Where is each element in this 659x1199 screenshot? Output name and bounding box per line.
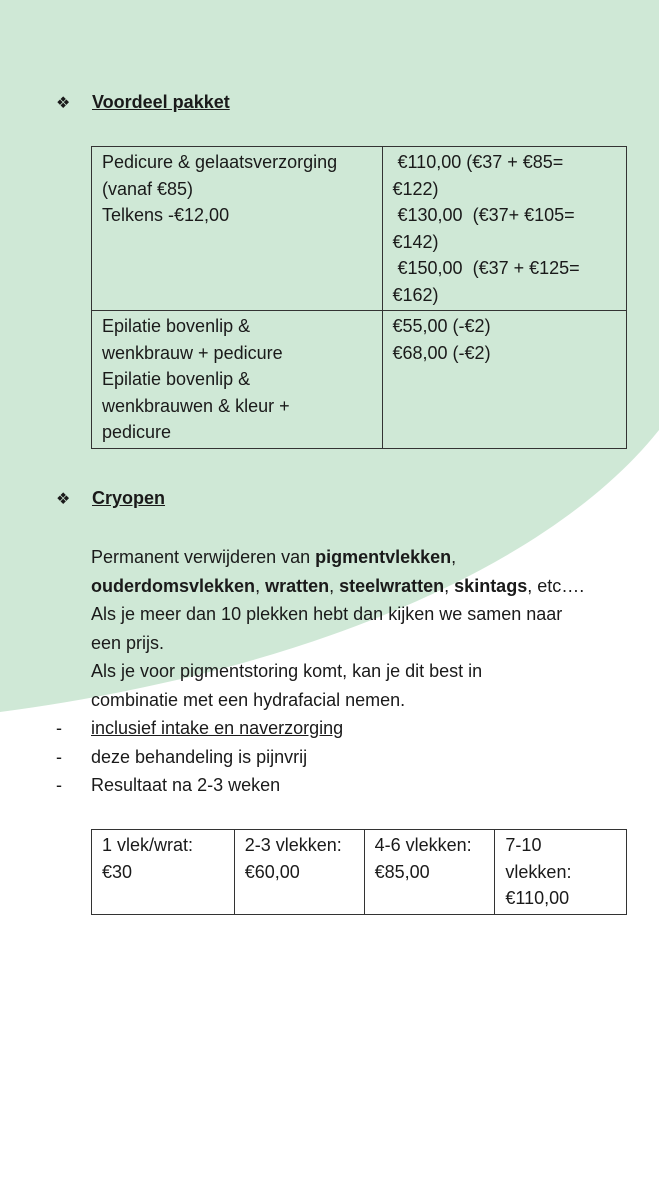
table-cell: €110,00 (€37 + €85= €122) €130,00 (€37+ €105= €142) €150,00 (€37 + €125= €162) bbox=[382, 147, 627, 311]
diamond-bullet-icon: ❖ bbox=[56, 95, 71, 112]
cryopen-price-table bbox=[91, 829, 627, 915]
table-cell: €55,00 (-€2) €68,00 (-€2) bbox=[382, 311, 627, 449]
list-item: - inclusief intake en naverzorging bbox=[56, 718, 344, 738]
list-item: - deze behandeling is pijnvrij bbox=[56, 746, 308, 767]
cryopen-description: Permanent verwijderen van pigmentvlekken, ouderdomsvlekken, wratten, steelwratten, skintags, etc…. Als je meer dan 10 plekken hebt dan kijken we samen naar een prijs. Als je voor pigmentstoring komt, kan je dit best in combinatie met een hydrafacial nemen. bbox=[91, 547, 585, 710]
table-cell: 2-3 vlekken: €60,00 bbox=[234, 830, 364, 915]
section-heading-cryopen bbox=[56, 486, 165, 512]
table-row bbox=[92, 830, 627, 915]
table-cell: Epilatie bovenlip & wenkbrauw + pedicure Epilatie bovenlip & wenkbrauwen & kleur + pedicure bbox=[92, 311, 383, 449]
table-cell: 4-6 vlekken: €85,00 bbox=[364, 830, 495, 915]
table-cell: 1 vlek/wrat: €30 bbox=[92, 830, 235, 915]
section-title: Cryopen bbox=[92, 488, 166, 508]
list-item: - Resultaat na 2-3 weken bbox=[56, 775, 281, 795]
table-row bbox=[92, 311, 627, 449]
table-row bbox=[92, 147, 627, 311]
cryopen-features-list bbox=[56, 714, 343, 800]
diamond-bullet-icon: ❖ bbox=[56, 491, 71, 508]
voordeel-pakket-table bbox=[91, 146, 627, 449]
table-cell: 7-10 vlekken: €110,00 bbox=[495, 830, 627, 915]
table-cell: Pedicure & gelaatsverzorging (vanaf €85) Telkens -€12,00 bbox=[92, 147, 383, 311]
section-title: Voordeel pakket bbox=[92, 92, 230, 112]
section-heading-voordeel bbox=[56, 90, 230, 116]
